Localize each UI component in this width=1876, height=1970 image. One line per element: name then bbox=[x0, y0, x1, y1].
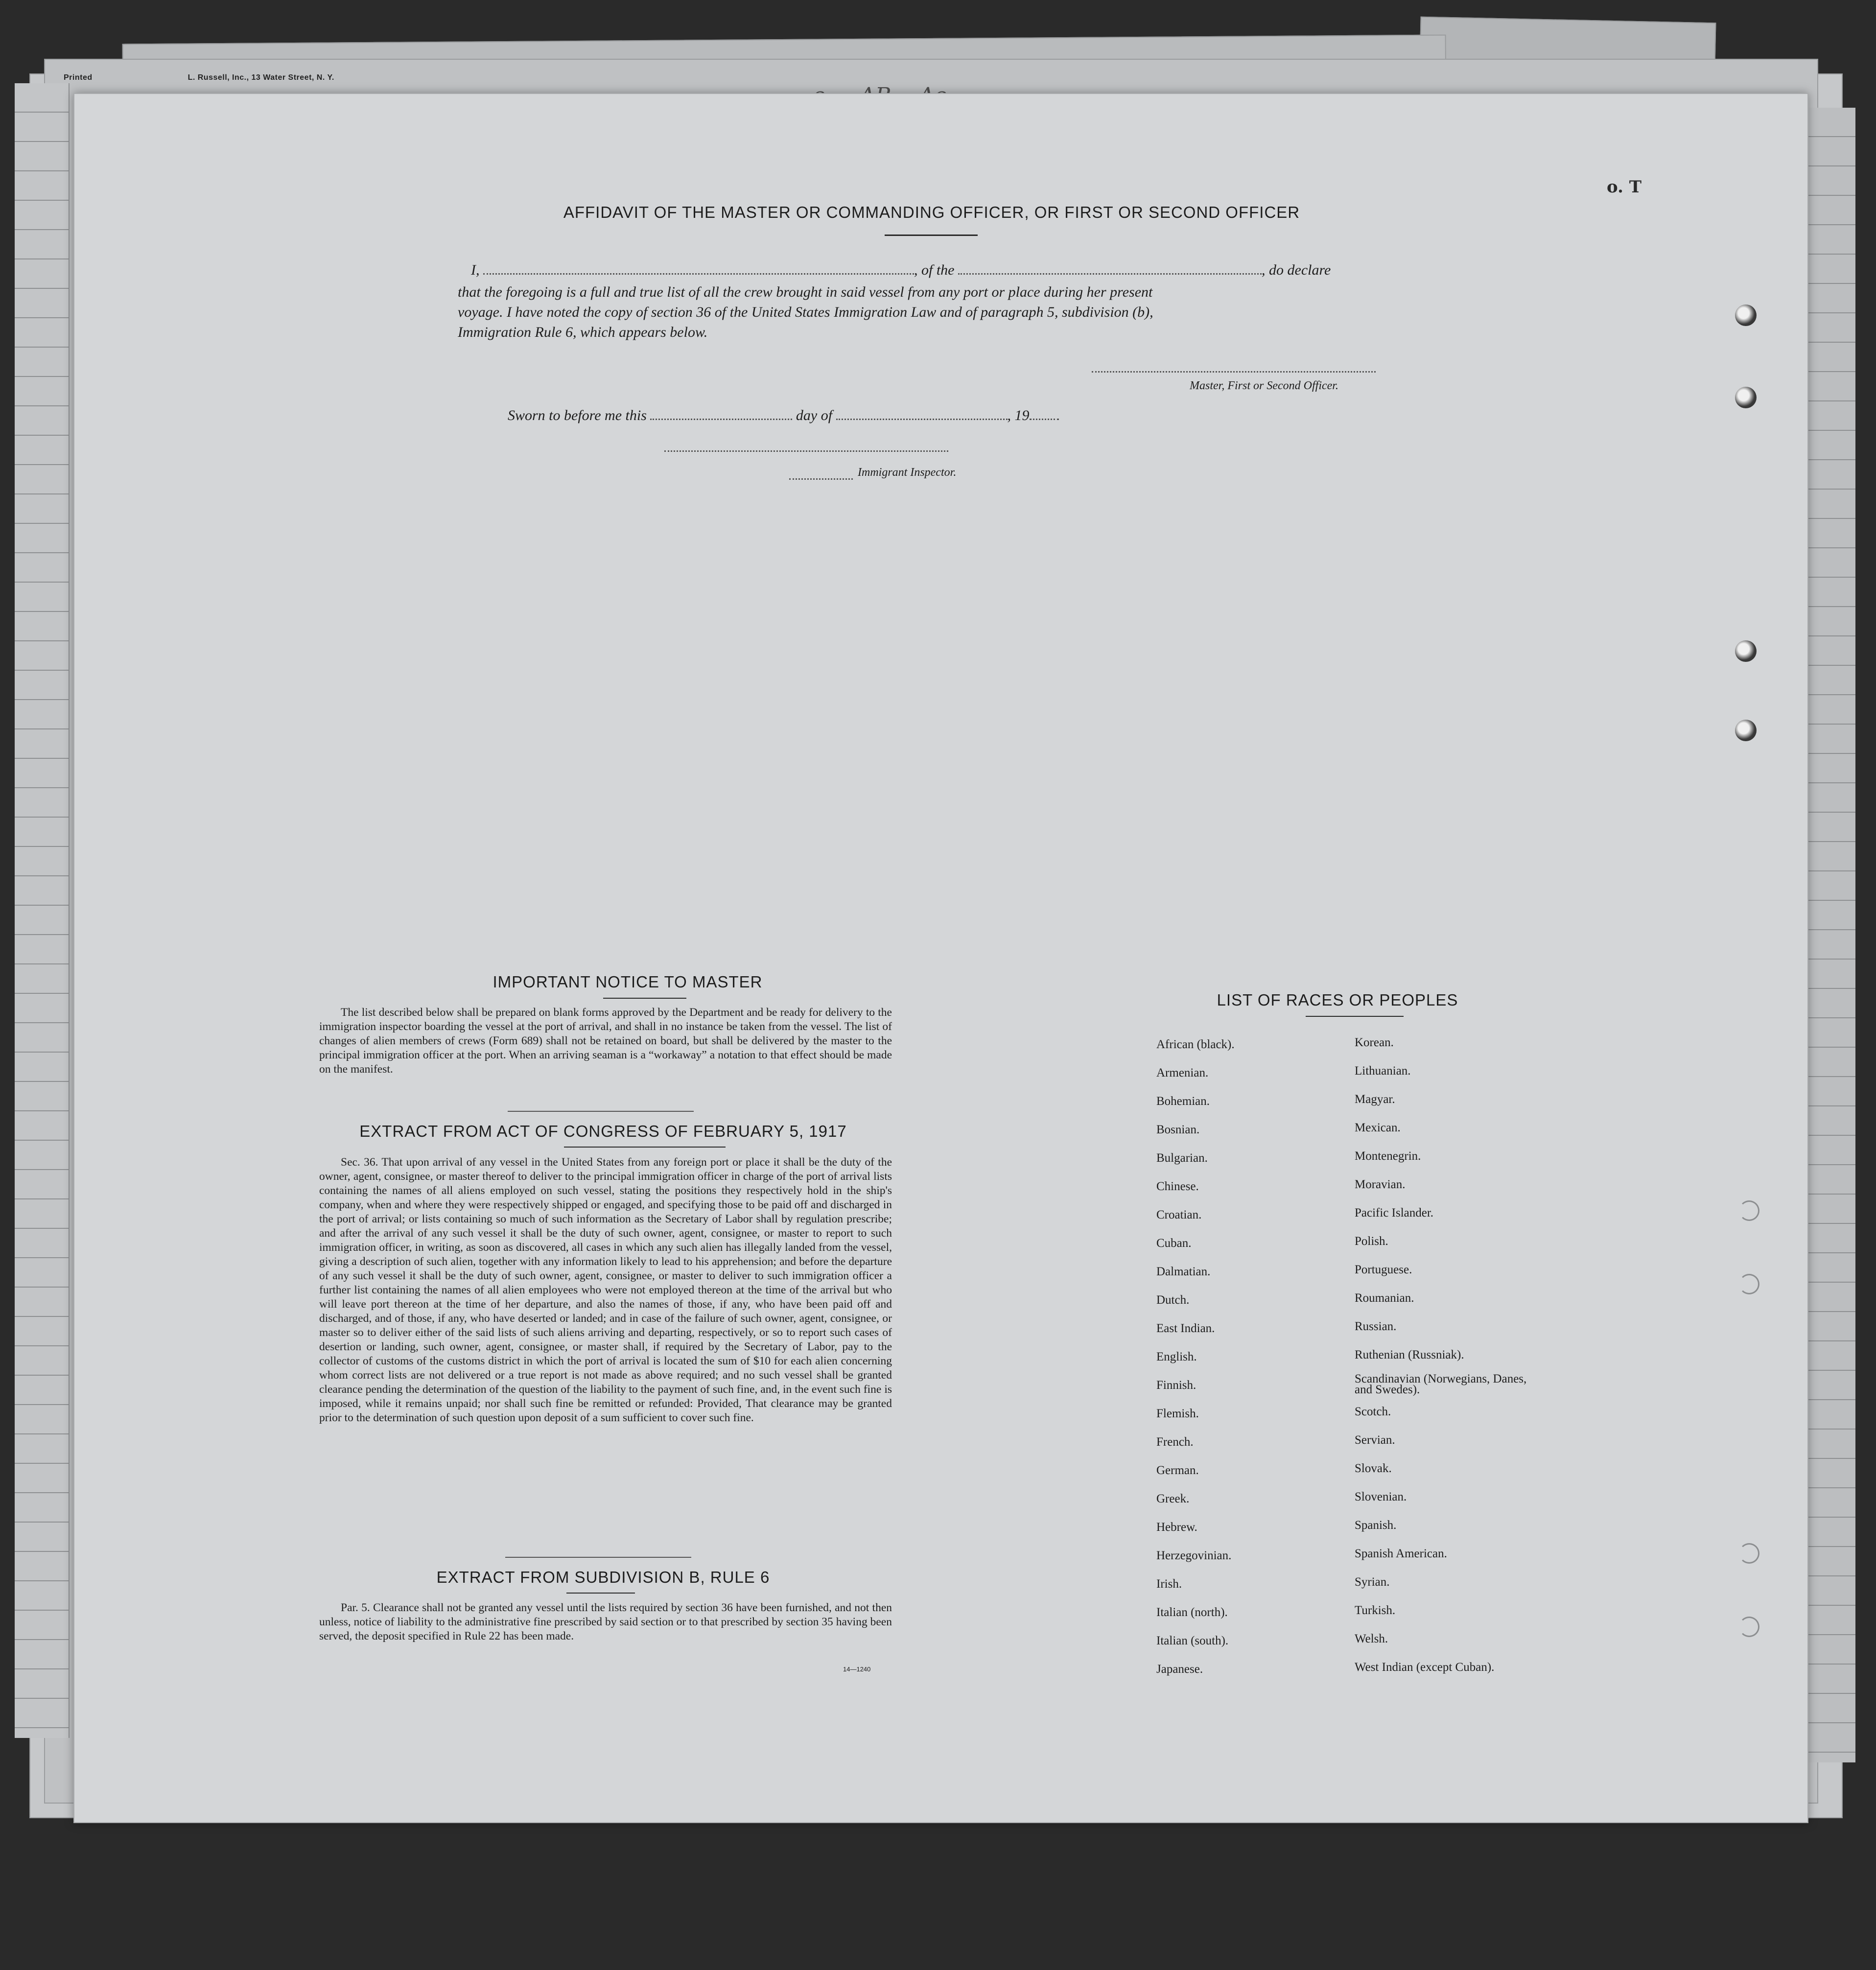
race-item: Welsh. bbox=[1355, 1632, 1388, 1645]
section-divider bbox=[508, 1111, 694, 1112]
rule-extract-underline bbox=[566, 1593, 635, 1594]
race-item: Servian. bbox=[1355, 1433, 1395, 1447]
race-item: Slovenian. bbox=[1355, 1490, 1407, 1503]
rule-extract-title: EXTRACT FROM SUBDIVISION B, RULE 6 bbox=[436, 1568, 770, 1586]
master-signature-caption: Master, First or Second Officer. bbox=[1190, 379, 1338, 392]
race-item: French. bbox=[1156, 1435, 1194, 1449]
race-item: Scandinavian (Norwegians, Danes, and Swedes). bbox=[1355, 1372, 1527, 1396]
race-item: Greek. bbox=[1156, 1492, 1190, 1505]
title-underline bbox=[885, 235, 978, 236]
race-item: Irish. bbox=[1156, 1577, 1182, 1591]
rule-extract-text: Par. 5. Clearance shall not be granted any vessel until the lists required by section 36 have been furnished, and not then unless, notice of liability to the administrative fine prescribed by said section or to that prescribed by section 35 having been served, the deposit specified in Rule 22 has been made. bbox=[319, 1601, 892, 1642]
race-item: Herzegovinian. bbox=[1156, 1549, 1232, 1562]
race-item: Flemish. bbox=[1156, 1407, 1199, 1420]
race-item: Chinese. bbox=[1156, 1180, 1199, 1193]
race-item: German. bbox=[1156, 1464, 1199, 1477]
sworn-year-field[interactable] bbox=[1030, 419, 1059, 420]
declaration-body-3: Immigration Rule 6, which appears below. bbox=[458, 324, 708, 340]
race-item: Polish. bbox=[1355, 1235, 1388, 1248]
race-item: Ruthenian (Russniak). bbox=[1355, 1348, 1464, 1361]
race-item: Turkish. bbox=[1355, 1604, 1396, 1617]
of-the-label: , of the bbox=[914, 262, 955, 278]
master-name-field[interactable] bbox=[483, 273, 914, 275]
race-item: Hebrew. bbox=[1156, 1521, 1197, 1534]
sworn-month-field[interactable] bbox=[836, 419, 1008, 420]
race-item: Dalmatian. bbox=[1156, 1265, 1211, 1278]
race-item: Spanish American. bbox=[1355, 1547, 1447, 1560]
master-signature-field[interactable] bbox=[1092, 371, 1376, 373]
notice-text: The list described below shall be prepared on blank forms approved by the Department and be ready for delivery to the immigration inspector boarding the vessel at the port of arrival, and shall in no instance be taken from the vessel. The list of changes of alien members of crews (Form 689) shall not be retained on board, but shall be delivered by the master to the principal immigration officer at the port. When an arriving seaman is a “workaway” a notation to that effect should be made on the manifest. bbox=[319, 1006, 892, 1076]
race-item: Italian (north). bbox=[1156, 1606, 1228, 1619]
form-page bbox=[73, 93, 1808, 1823]
year-label: , 19 bbox=[1007, 407, 1030, 423]
race-item: Korean. bbox=[1355, 1036, 1394, 1049]
race-item: Slovak. bbox=[1355, 1462, 1392, 1475]
race-item: Montenegrin. bbox=[1355, 1149, 1421, 1163]
race-item: Japanese. bbox=[1156, 1663, 1203, 1676]
race-item: Syrian. bbox=[1355, 1575, 1390, 1589]
race-item: Bohemian. bbox=[1156, 1095, 1210, 1108]
vessel-name-field[interactable] bbox=[958, 273, 1262, 275]
race-item: Dutch. bbox=[1156, 1293, 1190, 1307]
race-item: Italian (south). bbox=[1156, 1634, 1229, 1647]
i-label: I, bbox=[471, 262, 480, 278]
notice-title: IMPORTANT NOTICE TO MASTER bbox=[492, 973, 763, 991]
punch-hole bbox=[1735, 640, 1757, 662]
race-item: Armenian. bbox=[1156, 1066, 1209, 1079]
inspector-signature-field[interactable] bbox=[664, 450, 948, 452]
printer-imprint bbox=[64, 73, 334, 82]
race-item: Bulgarian. bbox=[1156, 1151, 1208, 1165]
sworn-line bbox=[508, 407, 1059, 424]
declaration-body-1: that the foregoing is a full and true list of all the crew brought in said vessel from any port or place during her present bbox=[458, 284, 1153, 300]
section-divider bbox=[505, 1557, 691, 1558]
declaration-line bbox=[471, 262, 1331, 279]
printer-imprint-left: Printed bbox=[64, 73, 93, 82]
race-item: Finnish. bbox=[1156, 1379, 1196, 1392]
race-item: Bosnian. bbox=[1156, 1123, 1200, 1136]
punch-hole bbox=[1735, 720, 1757, 741]
race-item: Roumanian. bbox=[1355, 1291, 1414, 1305]
race-item: Magyar. bbox=[1355, 1093, 1395, 1106]
act-extract-text: Sec. 36. That upon arrival of any vessel in the United States from any foreign port or place it shall be the duty of the owner, agent, consignee, or master thereof to deliver to the principal immigration officer in charge of the port of arrival lists containing the names of all aliens employed on such vessel, stating the positions they respectively hold in the ship's company, when and where they were respectively shipped or engaged, and specifying those to be paid off and discharged in the port of arrival; or lists containing so much of such information as the Secretary of Labor shall by regulation prescribe; and after the arrival of any such vessel it shall be the duty of such owner, agent, consignee, or master to report to such immigration officer, in writing, as soon as discovered, all cases in which any such alien has illegally landed from the vessel, giving a description of such alien, together with any information likely to lead to his apprehension; and before the departure of any such vessel it shall be the duty of such owner, agent, consignee, or master to deliver to such immigration officer a further list containing the names of all alien employees who were not employed thereon at the time of the arrival but who will leave port thereon at the time of her departure, and also the names of those, if any, who have been paid off and discharged, and of those, if any, who have deserted or landed; and in case of the failure of such owner, agent, consignee, or master so to deliver either of the said lists of such aliens arriving and departing, respectively, or so to report such cases of desertion or landing, such owner, agent, consignee, or master shall, if required by the Secretary of Labor, pay to the collector of customs of the customs district in which the port of arrival is located the sum of $10 for each alien concerning whom correct lists are not delivered or a true report is not made as above required; and no such vessel shall be granted clearance pending the determination of the question of the liability to the payment of such fine, and, in the event such fine is imposed, while it remains unpaid; nor shall such fine be remitted or refunded: Provided, That clearance may be granted prior to the determination of such question upon deposit of a sum sufficient to cover such fine. bbox=[319, 1156, 892, 1424]
inspector-signature-field-2[interactable] bbox=[789, 478, 853, 480]
punch-hole bbox=[1735, 305, 1757, 326]
form-number: 14—1240 bbox=[843, 1665, 871, 1673]
affidavit-title: AFFIDAVIT OF THE MASTER OR COMMANDING OFFICER, OR FIRST OR SECOND OFFICER bbox=[563, 203, 1300, 221]
race-item: Moravian. bbox=[1355, 1178, 1406, 1191]
race-item: Pacific Islander. bbox=[1355, 1206, 1434, 1220]
punch-hole bbox=[1735, 387, 1757, 408]
do-declare-label: , do declare bbox=[1262, 262, 1331, 278]
races-title: LIST OF RACES OR PEOPLES bbox=[1217, 991, 1458, 1009]
race-item: Scotch. bbox=[1355, 1405, 1391, 1418]
day-of-label: day of bbox=[796, 407, 833, 423]
act-extract-title: EXTRACT FROM ACT OF CONGRESS OF FEBRUARY 5, 1917 bbox=[359, 1122, 847, 1140]
races-underline bbox=[1306, 1016, 1404, 1017]
sworn-day-field[interactable] bbox=[650, 419, 792, 420]
punch-hole bbox=[1739, 1200, 1759, 1221]
race-item: Croatian. bbox=[1156, 1208, 1202, 1221]
race-item: Lithuanian. bbox=[1355, 1064, 1411, 1078]
notice-underline bbox=[603, 998, 686, 999]
handwriting-corner: o. T bbox=[1607, 177, 1642, 197]
race-item: Mexican. bbox=[1355, 1121, 1401, 1134]
race-item: English. bbox=[1156, 1350, 1197, 1363]
race-item: Portuguese. bbox=[1355, 1263, 1412, 1276]
punch-hole bbox=[1739, 1543, 1759, 1564]
right-ruled-edge bbox=[1802, 108, 1855, 1762]
race-item: Russian. bbox=[1355, 1320, 1397, 1333]
left-ruled-edge bbox=[15, 83, 70, 1738]
sworn-label: Sworn to before me this bbox=[508, 407, 647, 423]
punch-hole bbox=[1739, 1274, 1759, 1294]
declaration-body-2: voyage. I have noted the copy of section 36 of the United States Immigration Law and of paragraph 5, subdivision (b), bbox=[458, 304, 1153, 320]
punch-hole bbox=[1739, 1617, 1759, 1637]
inspector-caption: Immigrant Inspector. bbox=[858, 466, 957, 479]
race-item: African (black). bbox=[1156, 1038, 1235, 1051]
race-item: East Indian. bbox=[1156, 1322, 1215, 1335]
race-item: West Indian (except Cuban). bbox=[1355, 1661, 1495, 1674]
act-extract-underline bbox=[564, 1147, 726, 1148]
race-item: Cuban. bbox=[1156, 1237, 1192, 1250]
race-item: Spanish. bbox=[1355, 1519, 1397, 1532]
printer-imprint-right: L. Russell, Inc., 13 Water Street, N. Y. bbox=[188, 73, 334, 82]
